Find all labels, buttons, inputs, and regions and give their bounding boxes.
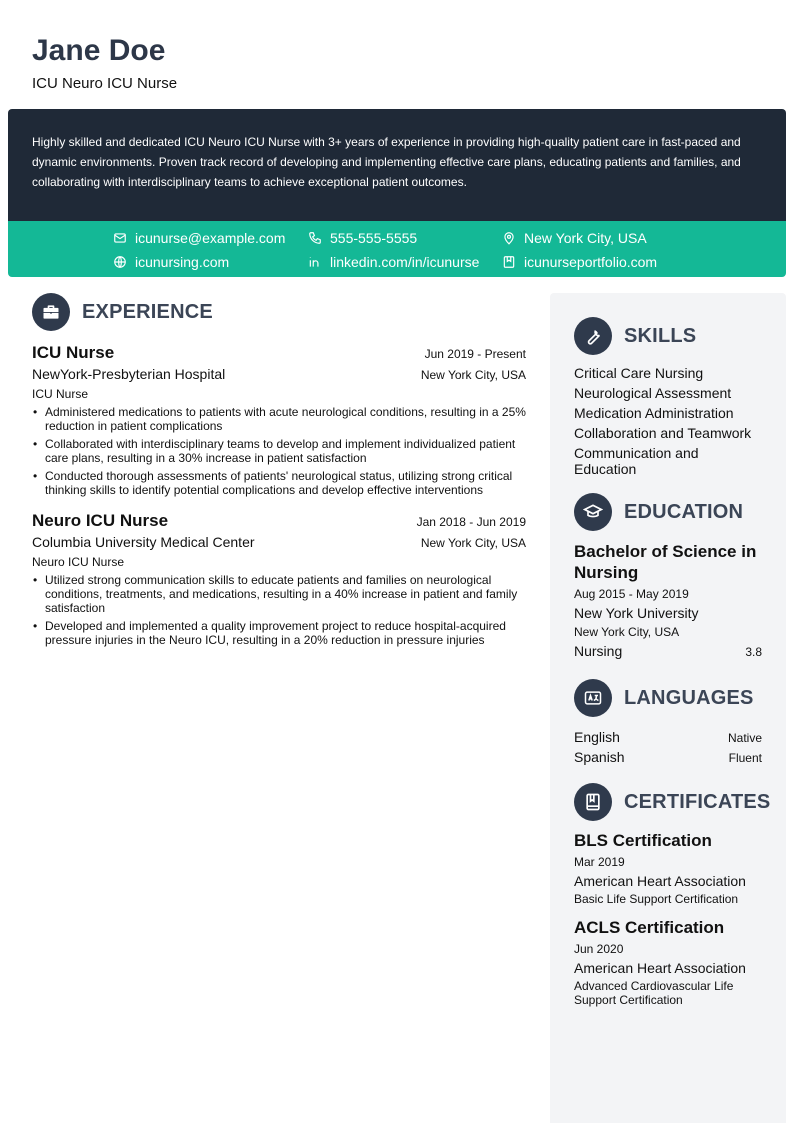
certificate-date: Mar 2019 [574,855,625,869]
languages-title: LANGUAGES [624,686,754,709]
language-name: English [574,729,620,745]
job-entry [32,343,526,497]
candidate-title: ICU Neuro ICU Nurse [32,75,178,92]
job-bullets [32,405,526,497]
job-location: New York City, USA [420,368,526,382]
degree-title: Bachelor of Science in Nursing [574,542,757,582]
job-bullets [32,573,526,647]
job-dates: Jun 2019 - Present [424,347,526,361]
job-title: ICU Nurse [32,343,115,362]
job-dates: Jan 2018 - Jun 2019 [416,515,526,529]
candidate-name: Jane Doe [32,34,166,67]
certificates-section [574,783,771,1007]
language-level: Native [727,731,762,745]
certificate-desc: Basic Life Support Certification [574,892,739,906]
phone-icon [308,231,322,245]
bullet-item: • Conducted thorough assessments of patients' neurological status, utilizing strong critical thinking skills to identify potential complications and develop effective interventions [32,469,526,497]
education-section [574,493,762,659]
certificate-title: BLS Certification [574,831,712,850]
contact-email[interactable] [113,229,285,247]
email-text: icunurse@example.com [135,230,286,246]
skills-list [574,365,762,477]
graduation-cap-icon [574,493,612,531]
skills-heading [574,317,762,355]
website-text: icunursing.com [135,254,230,270]
languages-section [574,679,762,765]
resume-header [32,34,177,92]
languages-heading [574,679,762,717]
contact-linkedin[interactable] [308,253,479,271]
contact-website[interactable] [113,253,229,271]
school-name: New York University [574,605,699,621]
certificate-entry [574,918,762,1007]
globe-icon [113,255,127,269]
location-pin-icon [502,231,516,245]
bullet-item: • Developed and implemented a quality improvement project to reduce hospital-acquired pressure injuries in the Neuro ICU, resulting in a 20% reduction in pressure injuries [32,619,526,647]
skill-item: Neurological Assessment [574,385,732,401]
language-row [574,729,762,745]
skill-item: Medication Administration [574,405,734,421]
book-icon [574,783,612,821]
skills-title: SKILLS [624,324,697,347]
certificates-heading [574,783,771,821]
wrench-icon [574,317,612,355]
summary-block: Highly skilled and dedicated ICU Neuro ICU Nurse with 3+ years of experience in providing high-quality patient care in fast-paced and dynamic environments. Proven track record of developing and implementing effective care plans, educating patients and families, and collaborating with interdisciplinary teams to achieve exceptional patient outcomes. [8,109,786,221]
certificate-issuer: American Heart Association [574,960,746,976]
school-location: New York City, USA [574,625,680,639]
language-name: Spanish [574,749,625,765]
language-level: Fluent [728,751,762,765]
certificate-date: Jun 2020 [574,942,624,956]
job-entry [32,511,526,647]
certificate-title: ACLS Certification [574,918,725,937]
experience-title: EXPERIENCE [82,300,213,323]
education-title: EDUCATION [624,500,744,523]
sidebar [550,293,786,1123]
job-location: New York City, USA [420,536,526,550]
certificates-title: CERTIFICATES [624,790,771,813]
location-text: New York City, USA [524,230,647,246]
certificate-desc: Advanced Cardiovascular Life Support Certification [574,979,734,1007]
certificate-entry [574,831,762,906]
education-gpa: 3.8 [745,645,762,659]
education-dates: Aug 2015 - May 2019 [574,587,689,601]
bullet-item: • Utilized strong communication skills to educate patients and families on neurological conditions, treatments, and medications, resulting in a 40% increase in patient and family satisfaction [32,573,526,615]
mail-icon [113,231,127,245]
bullet-item: • Collaborated with interdisciplinary teams to develop and implement individualized patient care plans, resulting in a 30% increase in patient satisfaction [32,437,526,465]
portfolio-icon [502,255,516,269]
job-role: Neuro ICU Nurse [32,555,125,569]
job-role: ICU Nurse [32,387,89,401]
contact-bar [8,221,786,277]
job-company: NewYork-Presbyterian Hospital [32,366,226,382]
language-row [574,749,762,765]
experience-heading [32,293,526,331]
contact-phone[interactable] [308,229,417,247]
skill-item: Collaboration and Teamwork [574,425,752,441]
skills-section [574,317,762,477]
linkedin-icon [308,255,322,269]
skill-item: Critical Care Nursing [574,365,704,381]
job-company: Columbia University Medical Center [32,534,255,550]
job-title: Neuro ICU Nurse [32,511,169,530]
bullet-item: • Administered medications to patients with acute neurological conditions, resulting in a 25% reduction in patient complications [32,405,526,433]
skill-item: Communication and Education [574,445,699,477]
briefcase-icon [32,293,70,331]
contact-location [502,229,647,247]
linkedin-text: linkedin.com/in/icunurse [330,254,480,270]
phone-text: 555-555-5555 [330,230,418,246]
translate-icon [574,679,612,717]
portfolio-text: icunurseportfolio.com [524,254,658,270]
education-heading [574,493,762,531]
certificate-issuer: American Heart Association [574,873,746,889]
contact-portfolio[interactable] [502,253,657,271]
education-field: Nursing [574,643,623,659]
experience-section [32,293,526,651]
